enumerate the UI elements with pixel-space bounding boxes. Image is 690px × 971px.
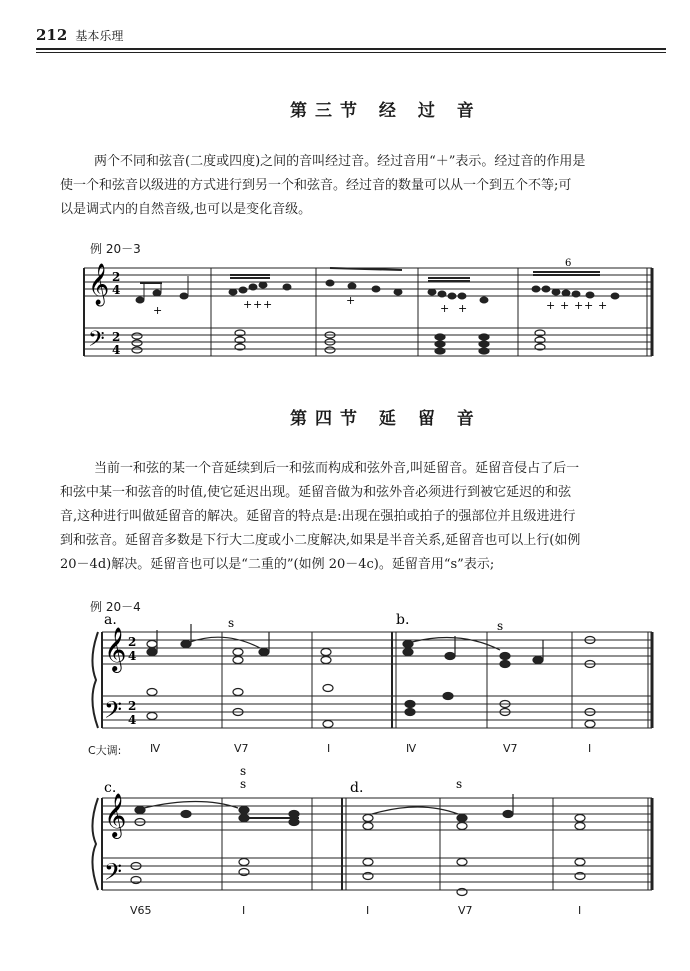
numeral-a1: Ⅳ	[150, 742, 161, 755]
section4-title: 第四节 延 留 音	[290, 409, 482, 429]
svg-text:+: +	[598, 299, 608, 312]
example-20-3-label: 例 20－3	[90, 242, 141, 256]
svg-text:+: +	[584, 299, 594, 312]
s3-line-2: 使一个和弦音以级进的方式进行到另一个和弦音。经过音的数量可以从一个到五个不等;可	[60, 178, 572, 193]
svg-text:+: +	[253, 298, 263, 311]
part-d-label: d.	[350, 780, 364, 796]
svg-text:s: s	[497, 619, 504, 633]
s4-line-1: 当前一和弦的某一个音延续到后一和弦而构成和弦外音,叫延留音。延留音侵占了后一	[94, 461, 580, 476]
svg-text:+: +	[458, 302, 468, 315]
numeral-d3: I	[578, 904, 582, 917]
score2-sys2-notes	[131, 794, 585, 896]
brace-icon	[92, 632, 98, 728]
svg-text:s: s	[240, 764, 247, 778]
svg-text:+: +	[560, 299, 570, 312]
svg-text:+: +	[263, 298, 273, 311]
section3-title: 第三节 经 过 音	[290, 101, 482, 121]
tuplet-mark: 6	[565, 258, 572, 269]
numeral-c1: V65	[130, 904, 152, 917]
svg-text:+: +	[440, 302, 450, 315]
svg-text:+: +	[574, 299, 584, 312]
svg-text:s: s	[456, 777, 463, 791]
numeral-c2: I	[242, 904, 246, 917]
svg-text:s: s	[228, 616, 235, 630]
time-bottom: 4	[112, 283, 121, 297]
part-a-label: a.	[104, 612, 117, 628]
bass-clef-icon: 𝄢	[88, 327, 105, 357]
svg-text:4: 4	[128, 713, 137, 727]
part-c-label: c.	[104, 780, 117, 796]
treble-clef-icon: 𝄞	[104, 627, 127, 671]
s4-line-4: 到和弦音。延留音多数是下行大二度或小二度解决,如果是半音关系,延留音也可以上行(如例	[60, 533, 581, 548]
svg-text:+: +	[243, 298, 253, 311]
numeral-b2: V7	[503, 742, 518, 755]
svg-text:4: 4	[128, 649, 137, 663]
s3-line-1: 两个不同和弦音(二度或四度)之间的音叫经过音。经过音用“＋”表示。经过音的作用是	[94, 154, 586, 169]
bass-clef-icon: 𝄢	[104, 696, 123, 729]
numeral-d1: I	[366, 904, 370, 917]
s3-line-3: 以是调式内的自然音级,也可以是变化音级。	[60, 202, 312, 217]
numeral-b3: I	[588, 742, 592, 755]
key-label: C大调:	[88, 744, 122, 757]
time-bottom-bass: 4	[112, 343, 121, 357]
treble-clef-icon: 𝄞	[104, 793, 127, 837]
svg-text:2: 2	[128, 699, 137, 713]
numeral-a2: V7	[234, 742, 249, 755]
svg-text:2: 2	[128, 635, 137, 649]
s4-line-3: 音,这种进行叫做延留音的解决。延留音的特点是:出现在强拍或拍子的强部位并且级进进行	[60, 509, 576, 524]
numeral-b1: Ⅳ	[406, 742, 417, 755]
part-b-label: b.	[396, 612, 410, 628]
svg-text:+: +	[346, 294, 356, 307]
treble-clef-icon: 𝄞	[88, 264, 110, 305]
time-top: 2	[112, 270, 121, 284]
example-20-4-label: 例 20－4	[90, 600, 141, 614]
s4-line-5: 20－4d)解决。延留音也可以是“二重的”(如例 20－4c)。延留音用“s”表示;	[60, 557, 495, 572]
bass-clef-icon: 𝄢	[104, 858, 123, 891]
page-number: 212	[36, 26, 68, 44]
svg-text:s: s	[240, 777, 247, 791]
svg-text:+: +	[153, 304, 163, 317]
numeral-a3: I	[327, 742, 331, 755]
brace-icon	[92, 798, 98, 890]
svg-text:+: +	[546, 299, 556, 312]
numeral-d2: V7	[458, 904, 473, 917]
score2-staves	[102, 632, 652, 890]
time-top-bass: 2	[112, 330, 121, 344]
s4-line-2: 和弦中某一和弦音的时值,使它延迟出现。延留音做为和弦外音必须进行到被它延迟的和弦	[60, 485, 572, 500]
book-title: 基本乐理	[75, 29, 124, 43]
